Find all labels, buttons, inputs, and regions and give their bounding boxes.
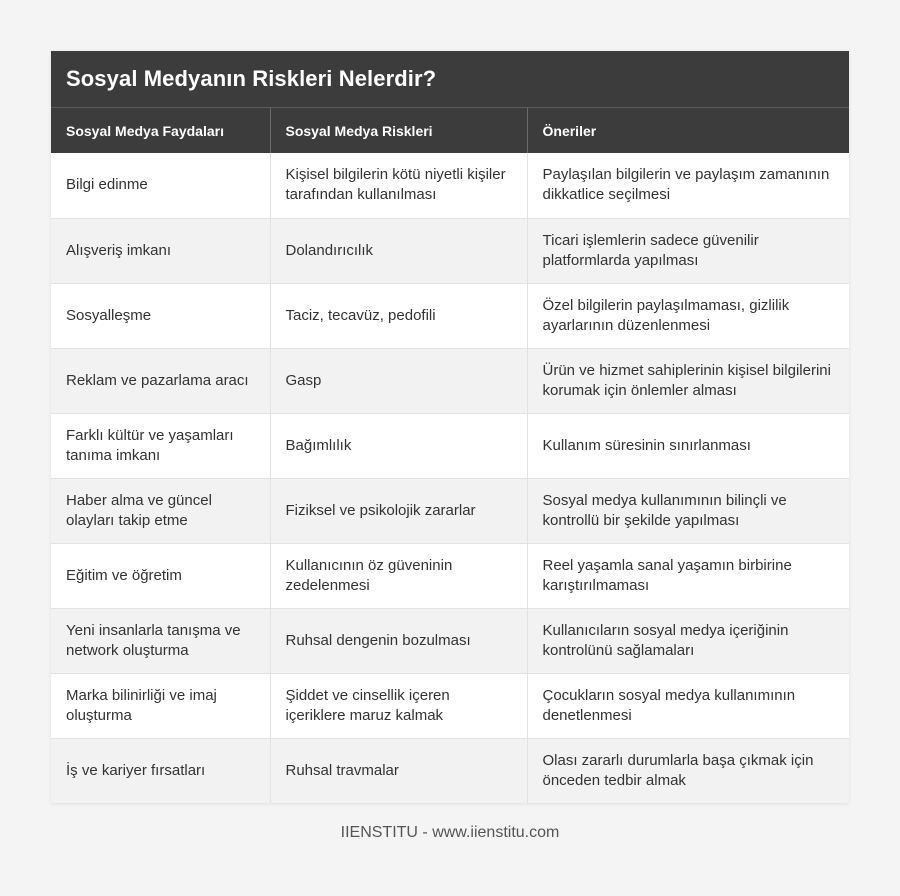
table-row <box>51 673 849 738</box>
cell-risk: Dolandırıcılık <box>270 218 527 283</box>
table-header-row <box>51 108 849 153</box>
cell-risk: Kişisel bilgilerin kötü niyetli kişiler tarafından kullanılması <box>270 153 527 218</box>
cell-benefit: Marka bilinirliği ve imaj oluşturma <box>51 673 270 738</box>
cell-risk: Gasp <box>270 348 527 413</box>
table-row <box>51 413 849 478</box>
cell-recommendation: Sosyal medya kullanımının bilinçli ve kontrollü bir şekilde yapılması <box>527 478 849 543</box>
cell-benefit: Eğitim ve öğretim <box>51 543 270 608</box>
cell-risk: Taciz, tecavüz, pedofili <box>270 283 527 348</box>
cell-recommendation: Olası zararlı durumlarla başa çıkmak için önceden tedbir almak <box>527 738 849 803</box>
table-row <box>51 348 849 413</box>
cell-benefit: Yeni insanlarla tanışma ve network oluşturma <box>51 608 270 673</box>
table-row <box>51 608 849 673</box>
page-title: Sosyal Medyanın Riskleri Nelerdir? <box>66 66 437 91</box>
cell-benefit: Alışveriş imkanı <box>51 218 270 283</box>
table-row <box>51 283 849 348</box>
cell-recommendation: Ürün ve hizmet sahiplerinin kişisel bilgilerini korumak için önlemler alması <box>527 348 849 413</box>
cell-risk: Ruhsal travmalar <box>270 738 527 803</box>
cell-recommendation: Reel yaşamla sanal yaşamın birbirine karıştırılmaması <box>527 543 849 608</box>
cell-benefit: İş ve kariyer fırsatları <box>51 738 270 803</box>
table-row <box>51 478 849 543</box>
cell-recommendation: Paylaşılan bilgilerin ve paylaşım zamanının dikkatlice seçilmesi <box>527 153 849 218</box>
cell-risk: Kullanıcının öz güveninin zedelenmesi <box>270 543 527 608</box>
column-header-risks: Sosyal Medya Riskleri <box>270 108 527 153</box>
title-bar <box>51 51 849 108</box>
cell-recommendation: Kullanım süresinin sınırlanması <box>527 413 849 478</box>
cell-benefit: Reklam ve pazarlama aracı <box>51 348 270 413</box>
table-row <box>51 543 849 608</box>
cell-benefit: Farklı kültür ve yaşamları tanıma imkanı <box>51 413 270 478</box>
cell-risk: Ruhsal dengenin bozulması <box>270 608 527 673</box>
cell-benefit: Bilgi edinme <box>51 153 270 218</box>
cell-risk: Şiddet ve cinsellik içeren içeriklere maruz kalmak <box>270 673 527 738</box>
footer-credit: IIENSTITU - www.iienstitu.com <box>340 824 560 841</box>
cell-recommendation: Özel bilgilerin paylaşılmaması, gizlilik ayarlarının düzenlenmesi <box>527 283 849 348</box>
cell-risk: Fiziksel ve psikolojik zararlar <box>270 478 527 543</box>
table-row <box>51 153 849 218</box>
table-card <box>51 51 849 803</box>
table-row <box>51 738 849 803</box>
cell-recommendation: Kullanıcıların sosyal medya içeriğinin kontrolünü sağlamaları <box>527 608 849 673</box>
cell-benefit: Haber alma ve güncel olayları takip etme <box>51 478 270 543</box>
cell-recommendation: Çocukların sosyal medya kullanımının denetlenmesi <box>527 673 849 738</box>
column-header-benefits: Sosyal Medya Faydaları <box>51 108 270 153</box>
table-row <box>51 218 849 283</box>
column-header-recommendations: Öneriler <box>527 108 849 153</box>
cell-risk: Bağımlılık <box>270 413 527 478</box>
cell-benefit: Sosyalleşme <box>51 283 270 348</box>
risks-table <box>51 108 849 803</box>
cell-recommendation: Ticari işlemlerin sadece güvenilir platformlarda yapılması <box>527 218 849 283</box>
